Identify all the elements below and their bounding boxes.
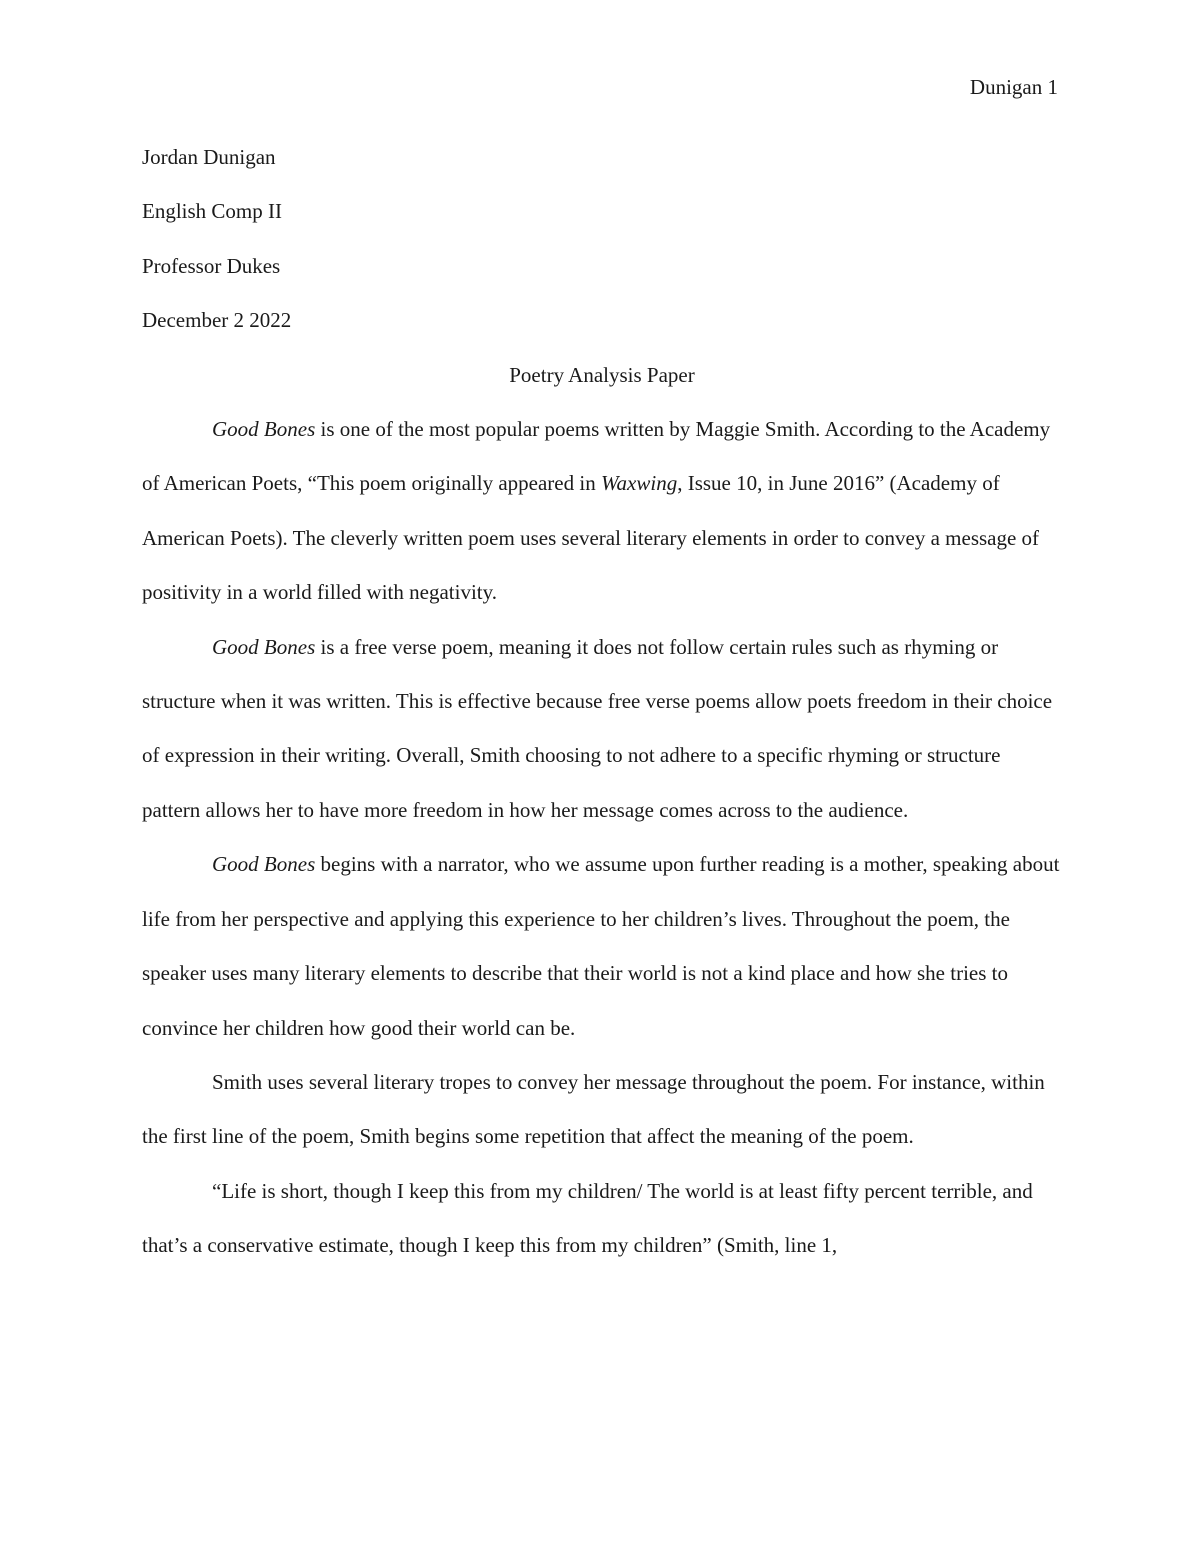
paragraph-2-text: is a free verse poem, meaning it does not follow certain rules such as rhyming or structure when it was written. This is effective because free verse poems allow poets freedom in their choice of expression in their writing. Overall, Smith choosing to not adhere to a specific rhyming or structure pattern allows her to have more freedom in how her message comes across to the audience. <box>142 634 1053 822</box>
running-head: Dunigan 1 <box>969 75 1058 99</box>
paragraph-1-text-a: is one of the most popular poems written by Maggie Smith. According to the Academy of American Poets, “This poem originally appeared in <box>142 417 1051 496</box>
poem-title-italic: Good Bones <box>212 634 316 659</box>
paragraph-1-text-b: , Issue 10, in June 2016” (Academy of American Poets). The cleverly written poem uses several literary elements in order to convey a message of positivity in a world filled with negativity. <box>142 471 1040 605</box>
paragraph-2 <box>142 620 1062 838</box>
student-name: Jordan Dunigan <box>142 145 276 169</box>
paragraph-3-text: begins with a narrator, who we assume upon further reading is a mother, speaking about life from her perspective and applying this experience to her children’s lives. Throughout the poem, the speaker uses many literary elements to describe that their world is not a kind place and how she tries to convince her children how good their world can be. <box>142 852 1060 1040</box>
paper-title: Poetry Analysis Paper <box>509 362 695 387</box>
course-name: English Comp II <box>142 199 282 224</box>
paragraph-4-text: Smith uses several literary tropes to convey her message throughout the poem. For instance, within the first line of the poem, Smith begins some repetition that affect the meaning of the poem. <box>142 1069 1045 1149</box>
paragraph-5-text: “Life is short, though I keep this from my children/ The world is at least fifty percent terrible, and that’s a conservative estimate, though I keep this from my children” (Smith, line 1, <box>142 1178 1033 1258</box>
paragraph-5 <box>142 1164 1062 1273</box>
publication-title-italic: Waxwing <box>600 471 678 496</box>
poem-title-italic: Good Bones <box>212 417 316 442</box>
poem-title-italic: Good Bones <box>212 852 316 877</box>
document-body <box>142 130 1062 1273</box>
paper-date: December 2 2022 <box>142 308 292 333</box>
paragraph-4 <box>142 1055 1062 1164</box>
paragraph-1 <box>142 402 1062 620</box>
paragraph-3 <box>142 837 1062 1055</box>
professor-name: Professor Dukes <box>142 253 281 278</box>
